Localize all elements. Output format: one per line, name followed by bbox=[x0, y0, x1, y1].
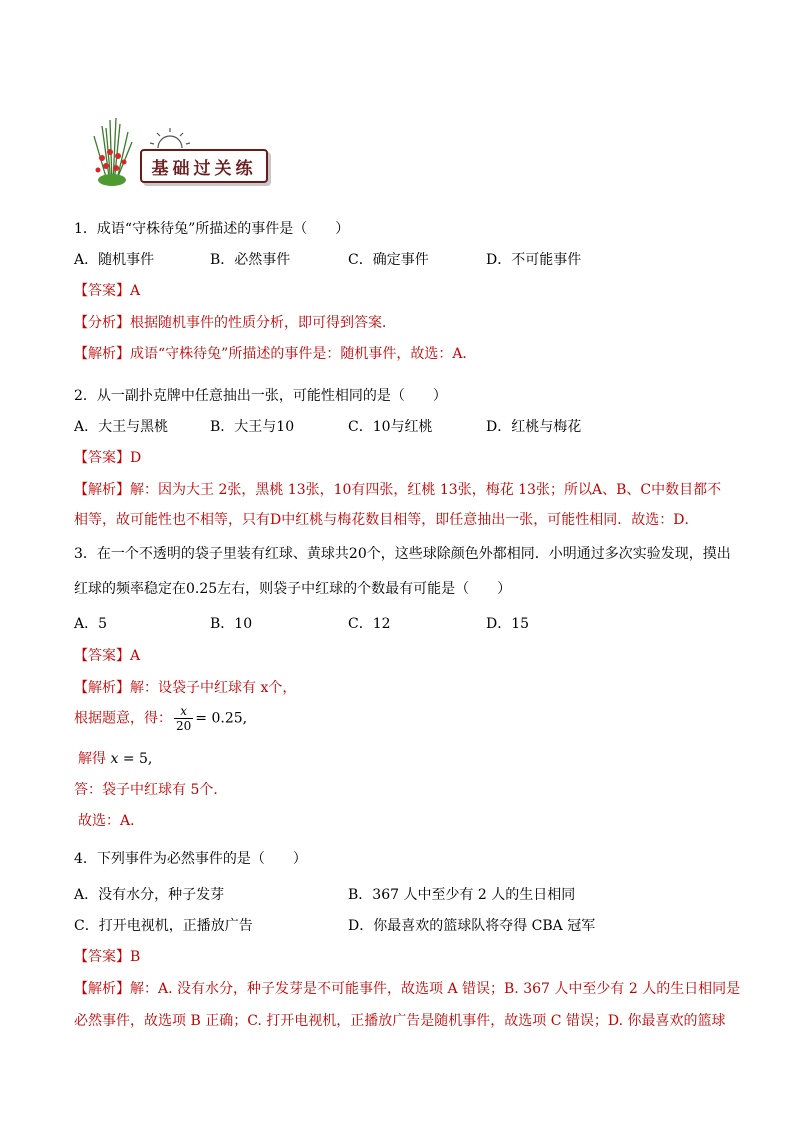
q2-option-a: A．大王与黑桃 bbox=[74, 419, 169, 435]
q3-answer: 【答案】A bbox=[74, 648, 141, 664]
q2-stem: 2．从一副扑克牌中任意抽出一张，可能性相同的是（ ） bbox=[74, 388, 447, 404]
q1-solution: 【解析】成语“守株待兔”所描述的事件是：随机事件，故选：A． bbox=[74, 346, 477, 362]
q1-stem: 1．成语“守株待兔”所描述的事件是（ ） bbox=[74, 221, 350, 237]
q2-solution-line-1: 【解析】解：因为大王 2张，黑桃 13张，10有四张，红桃 13张，梅花 13张；所以A、B、C中数目都不 bbox=[74, 482, 722, 498]
q4-option-b: B．367 人中至少有 2 人的生日相同 bbox=[348, 887, 576, 903]
q3-solution-line-3: 解得 x = 5, bbox=[78, 751, 153, 767]
q1-answer: 【答案】A bbox=[74, 283, 141, 299]
q1-option-b: B．必然事件 bbox=[210, 252, 291, 268]
fraction: $\frac{x}{20}$ bbox=[176, 704, 192, 733]
section-title: 基础过关练 bbox=[140, 149, 268, 183]
q4-stem: 4．下列事件为必然事件的是（ ） bbox=[74, 851, 307, 867]
q4-option-a: A．没有水分，种子发芽 bbox=[74, 887, 225, 903]
q2-option-b: B．大王与10 bbox=[210, 419, 295, 435]
q3-solution-line-1: 【解析】解：设袋子中红球有 x个， bbox=[74, 680, 297, 696]
q4-solution-line-2: 必然事件，故选项 B 正确；C. 打开电视机，正播放广告是随机事件，故选项 C 错误；D. 你最喜欢的篮球 bbox=[74, 1013, 726, 1029]
q3-solution-line-4: 答：袋子中红球有 5个． bbox=[74, 782, 228, 798]
q3-solution-line-5: 故选：A． bbox=[78, 813, 145, 829]
q2-solution-line-2: 相等，故可能性也不相等，只有D中红桃与梅花数目相等，即任意抽出一张，可能性相同．故选：D． bbox=[74, 512, 699, 528]
q3-option-a: A．5 bbox=[74, 616, 108, 632]
q4-option-d: D．你最喜欢的篮球队将夺得 CBA 冠军 bbox=[348, 918, 596, 934]
q1-option-d: D．不可能事件 bbox=[486, 252, 582, 268]
q2-option-d: D．红桃与梅花 bbox=[486, 419, 582, 435]
q3-stem-line-1: 3．在一个不透明的袋子里装有红球、黄球共20个，这些球除颜色外都相同．小明通过多次实验发现，摸出 bbox=[74, 546, 731, 562]
q3-option-d: D．15 bbox=[486, 616, 530, 632]
q3-stem-line-2: 红球的频率稳定在0.25左右，则袋子中红球的个数最有可能是（ ） bbox=[74, 581, 512, 597]
q3-solution-line-2: 根据题意，得： $\frac{x}{20}$ = 0.25, bbox=[74, 704, 248, 733]
q1-option-a: A．随机事件 bbox=[74, 252, 155, 268]
q4-option-c: C．打开电视机，正播放广告 bbox=[74, 918, 253, 934]
q1-option-c: C．确定事件 bbox=[348, 252, 429, 268]
q1-analysis: 【分析】根据随机事件的性质分析，即可得到答案． bbox=[74, 315, 396, 331]
q4-answer: 【答案】B bbox=[74, 949, 141, 965]
q4-solution-line-1: 【解析】解：A. 没有水分，种子发芽是不可能事件，故选项 A 错误；B. 367 人中至少有 2 人的生日相同是 bbox=[74, 981, 741, 997]
q3-option-b: B．10 bbox=[210, 616, 253, 632]
q2-option-c: C．10与红桃 bbox=[348, 419, 433, 435]
q3-option-c: C．12 bbox=[348, 616, 391, 632]
q2-answer: 【答案】D bbox=[74, 450, 142, 466]
